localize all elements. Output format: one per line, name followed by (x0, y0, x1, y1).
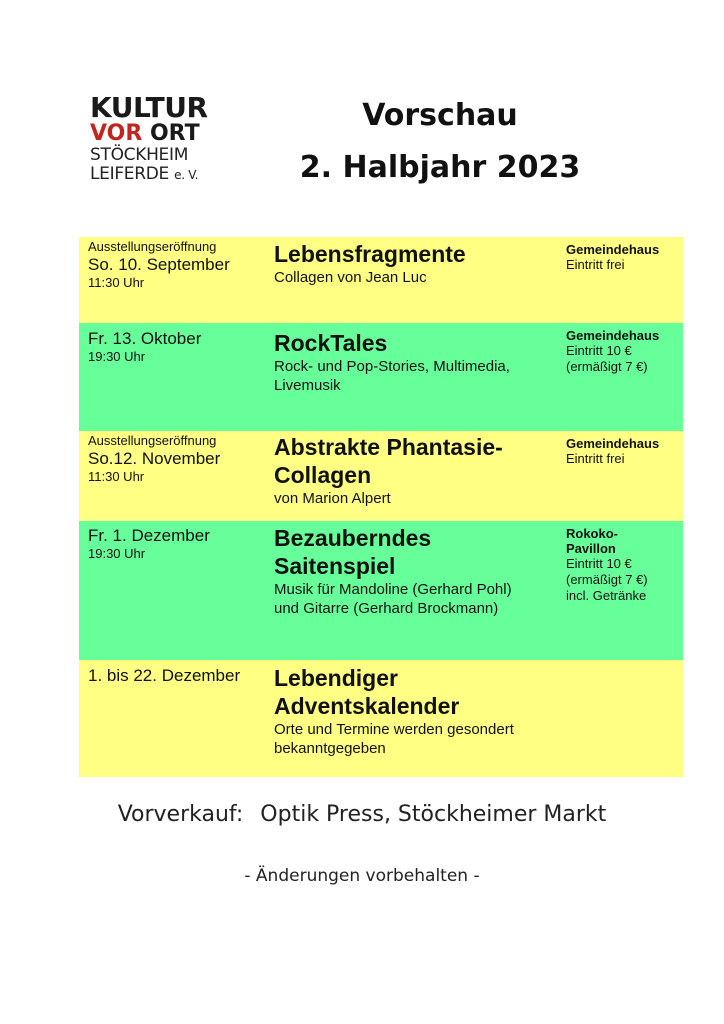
event-price: (ermäßigt 7 €) (566, 572, 648, 587)
event-title: Bezauberndes (274, 525, 432, 551)
event-info-cell (274, 664, 564, 758)
presale-label: Vorverkauf: (117, 802, 244, 827)
event-title: RockTales (274, 330, 388, 356)
event-date-cell (88, 239, 268, 291)
event-title: Saitenspiel (274, 553, 396, 579)
event-table (79, 237, 683, 777)
event-row (79, 660, 683, 777)
event-title: Adventskalender (274, 693, 460, 719)
event-description: Collagen von Jean Luc (274, 269, 427, 286)
logo-line-vor-ort (90, 123, 220, 145)
logo-line-stoeckheim: STÖCKHEIM (90, 145, 189, 165)
presale-location: Optik Press, Stöckheimer Markt (260, 802, 607, 827)
event-description: Orte und Termine werden gesondert (274, 721, 514, 738)
event-title: Lebendiger (274, 665, 398, 691)
event-info-cell (274, 524, 564, 618)
page-title: Vorschau (362, 98, 518, 133)
event-title: Abstrakte Phantasie- (274, 434, 503, 460)
event-date: Fr. 13. Oktober (88, 329, 202, 348)
event-description: von Marion Alpert (274, 490, 391, 507)
event-price: incl. Getränke (566, 588, 647, 603)
event-pretitle: Ausstellungseröffnung (88, 433, 217, 448)
event-date: Fr. 1. Dezember (88, 526, 210, 545)
event-venue-cell (566, 328, 683, 375)
event-venue-cell (566, 436, 683, 467)
event-date: So. 10. September (88, 255, 230, 274)
event-row (79, 431, 683, 521)
logo-vor: VOR (90, 121, 143, 146)
event-venue: Gemeindehaus (566, 242, 660, 257)
event-time: 19:30 Uhr (88, 546, 146, 561)
presale-info (0, 802, 724, 827)
event-description: und Gitarre (Gerhard Brockmann) (274, 600, 499, 617)
event-title: Lebensfragmente (274, 241, 466, 267)
event-date-cell (88, 666, 268, 686)
event-venue: Gemeindehaus (566, 328, 660, 343)
event-venue-cell (566, 242, 683, 273)
event-date: 1. bis 22. Dezember (88, 666, 241, 685)
event-price: (ermäßigt 7 €) (566, 359, 648, 374)
event-date-cell (88, 433, 268, 485)
event-info-cell (274, 433, 564, 508)
event-time: 19:30 Uhr (88, 349, 146, 364)
event-date-cell (88, 526, 268, 562)
event-description: Livemusik (274, 377, 341, 394)
event-description: bekanntgegeben (274, 740, 386, 757)
event-date-cell (88, 329, 268, 365)
logo-ort: ORT (149, 121, 200, 146)
event-date: So.12. November (88, 449, 221, 468)
event-info-cell (274, 240, 564, 287)
page-subtitle: 2. Halbjahr 2023 (299, 150, 581, 185)
event-description: Rock- und Pop-Stories, Multimedia, (274, 358, 510, 375)
event-time: 11:30 Uhr (88, 275, 145, 290)
event-time: 11:30 Uhr (88, 469, 145, 484)
event-venue: Gemeindehaus (566, 436, 660, 451)
logo-line-leiferde (90, 166, 220, 183)
event-pretitle: Ausstellungseröffnung (88, 239, 217, 254)
event-venue: Rokoko- (566, 526, 618, 541)
event-title: Collagen (274, 462, 372, 488)
disclaimer-note: - Änderungen vorbehalten - (244, 866, 480, 886)
event-info-cell (274, 329, 564, 395)
event-row (79, 237, 683, 323)
club-logo (90, 91, 220, 184)
event-price: Eintritt frei (566, 451, 625, 466)
event-price: Eintritt 10 € (566, 556, 632, 571)
event-description: Musik für Mandoline (Gerhard Pohl) (274, 581, 512, 598)
event-price: Eintritt 10 € (566, 343, 632, 358)
event-row (79, 521, 683, 660)
event-price: Eintritt frei (566, 257, 625, 272)
logo-ev: e. V. (174, 168, 199, 182)
logo-leiferde: LEIFERDE (90, 164, 169, 184)
event-venue: Pavillon (566, 541, 616, 556)
event-row (79, 323, 683, 431)
event-venue-cell (566, 526, 683, 604)
logo-line-kultur: KULTUR (90, 91, 208, 124)
